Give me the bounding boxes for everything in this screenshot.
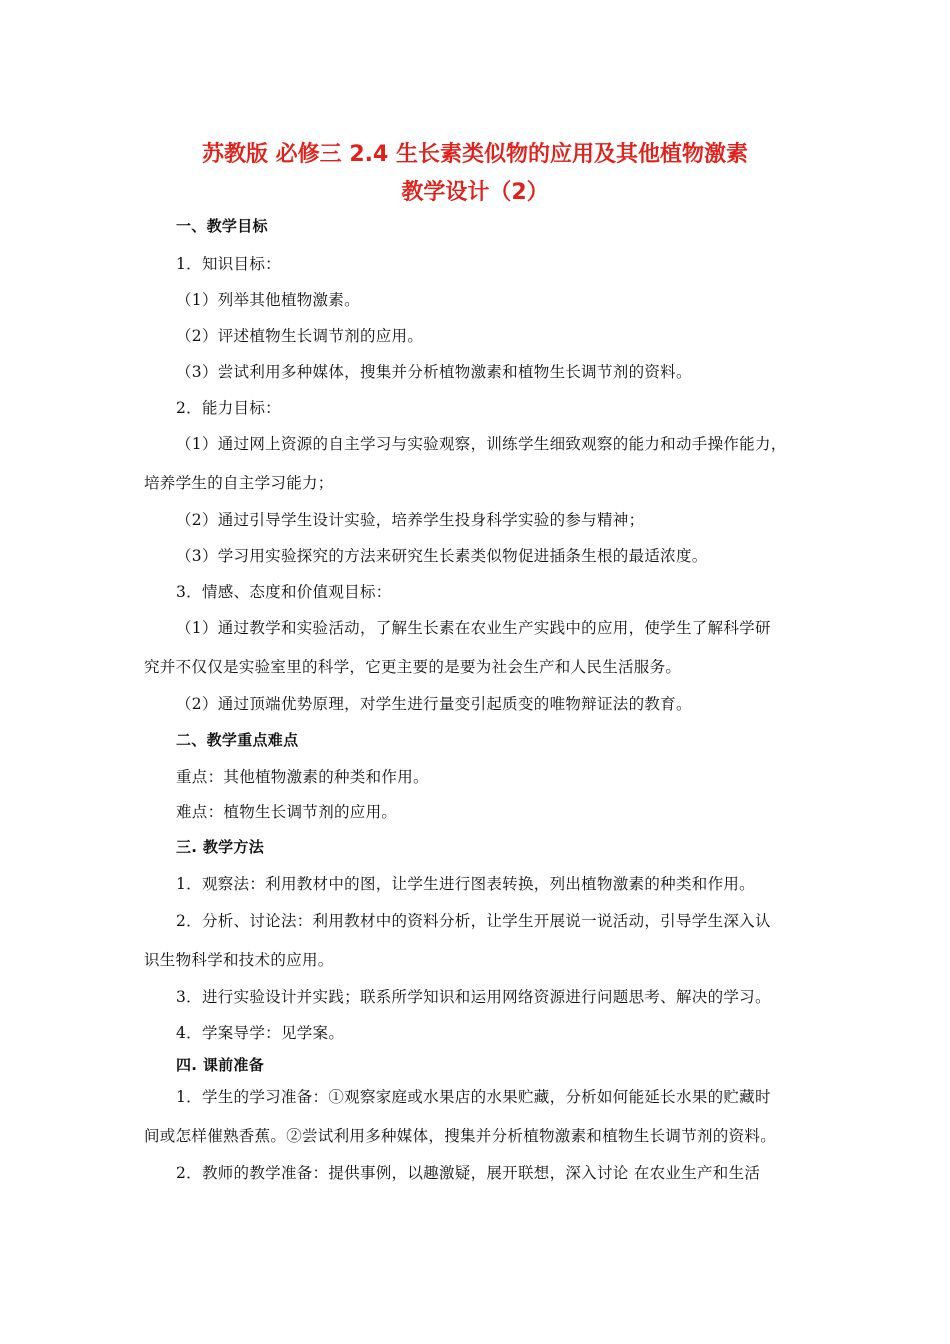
- paragraph: 1．知识目标：: [176, 255, 281, 273]
- paragraph: 难点：植物生长调节剂的应用。: [176, 803, 398, 821]
- paragraph: （1）通过教学和实验活动，了解生长素在农业生产实践中的应用，使学生了解科学研: [176, 619, 771, 637]
- section-heading-preparation: 四. 课前准备: [176, 1056, 265, 1074]
- paragraph: （1）通过网上资源的自主学习与实验观察，训练学生细致观察的能力和动手操作能力，: [176, 435, 787, 453]
- section-heading-objectives: 一、教学目标: [176, 217, 268, 235]
- section-heading-methods: 三. 教学方法: [176, 838, 265, 856]
- paragraph: （3）学习用实验探究的方法来研究生长素类似物促进插条生根的最适浓度。: [176, 547, 708, 565]
- paragraph: 间或怎样催熟香蕉。②尝试利用多种媒体，搜集并分析植物激素和植物生长调节剂的资料。: [144, 1127, 777, 1145]
- paragraph: 4．学案导学：见学案。: [176, 1024, 345, 1042]
- paragraph: 2．分析、讨论法：利用教材中的资料分析，让学生开展说一说活动，引导学生深入认: [176, 912, 771, 930]
- paragraph: 1．学生的学习准备：①观察家庭或水果店的水果贮藏，分析如何能延长水果的贮藏时: [176, 1088, 771, 1106]
- paragraph: （2）通过引导学生设计实验，培养学生投身科学实验的参与精神；: [176, 511, 645, 529]
- paragraph: 识生物科学和技术的应用。: [144, 951, 334, 969]
- paragraph: （2）评述植物生长调节剂的应用。: [176, 327, 424, 345]
- paragraph: 重点：其他植物激素的种类和作用。: [176, 768, 429, 786]
- document-title: 苏教版 必修三 2.4 生长素类似物的应用及其他植物激素: [202, 142, 748, 167]
- paragraph: 2．教师的教学准备：提供事例，以趣激疑，展开联想，深入讨论 在农业生产和生活: [176, 1164, 761, 1182]
- document-subtitle: 教学设计（2）: [401, 180, 549, 205]
- paragraph: （3）尝试利用多种媒体，搜集并分析植物激素和植物生长调节剂的资料。: [176, 363, 692, 381]
- paragraph: （1）列举其他植物激素。: [176, 291, 360, 309]
- paragraph: 1．观察法：利用教材中的图，让学生进行图表转换，列出植物激素的种类和作用。: [176, 875, 755, 893]
- paragraph: 培养学生的自主学习能力；: [144, 474, 334, 492]
- paragraph: 3．进行实验设计并实践；联系所学知识和运用网络资源进行问题思考、解决的学习。: [176, 988, 771, 1006]
- paragraph: 3．情感、态度和价值观目标：: [176, 583, 392, 601]
- paragraph: （2）通过顶端优势原理，对学生进行量变引起质变的唯物辩证法的教育。: [176, 695, 692, 713]
- paragraph: 究并不仅仅是实验室里的科学，它更主要的是要为社会生产和人民生活服务。: [144, 658, 682, 676]
- paragraph: 2．能力目标：: [176, 399, 281, 417]
- section-heading-key-points: 二、教学重点难点: [176, 731, 299, 749]
